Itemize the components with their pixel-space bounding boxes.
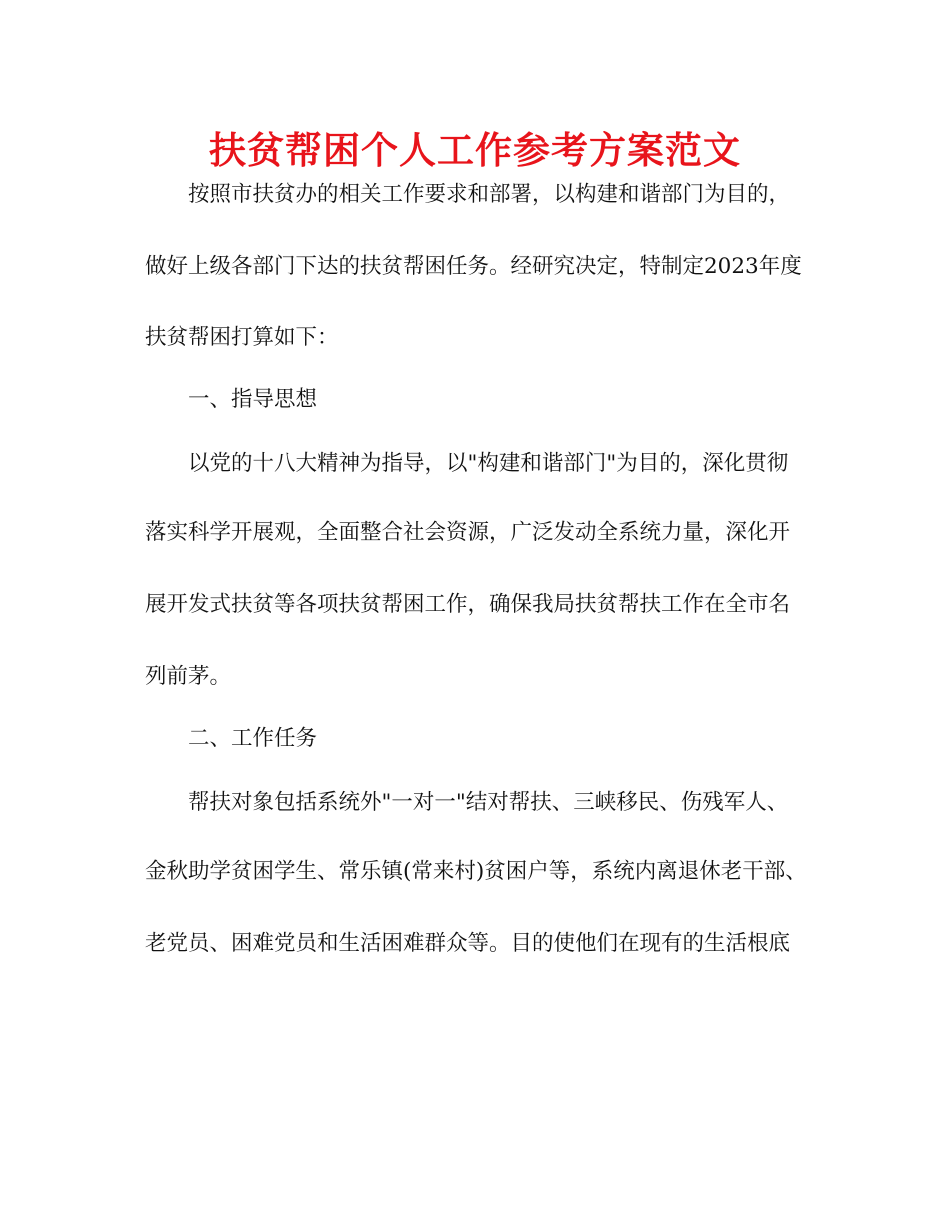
document-title: 扶贫帮困个人工作参考方案范文 <box>209 129 741 172</box>
paragraph-line: 帮扶对象包括系统外"一对一"结对帮扶、三峡移民、伤残军人、 <box>188 790 789 815</box>
section-heading: 二、工作任务 <box>188 726 318 751</box>
paragraph-line: 扶贫帮困打算如下： <box>145 325 339 350</box>
paragraph-line: 按照市扶贫办的相关工作要求和部署，以构建和谐部门为目的， <box>188 182 791 207</box>
paragraph-line: 老党员、困难党员和生活困难群众等。目的使他们在现有的生活根底 <box>145 931 791 956</box>
paragraph-line: 金秋助学贫困学生、常乐镇(常来村)贫困户等，系统内离退休老干部、 <box>145 859 807 884</box>
paragraph-line: 落实科学开展观，全面整合社会资源，广泛发动全系统力量，深化开 <box>145 520 791 545</box>
section-heading: 一、指导思想 <box>188 387 318 412</box>
paragraph-line: 以党的十八大精神为指导，以"构建和谐部门"为目的，深化贯彻 <box>188 451 789 476</box>
paragraph-line: 展开发式扶贫等各项扶贫帮困工作，确保我局扶贫帮扶工作在全市名 <box>145 592 791 617</box>
paragraph-line: 列前茅。 <box>145 664 232 689</box>
paragraph-line: 做好上级各部门下达的扶贫帮困任务。经研究决定，特制定2023年度 <box>145 254 802 279</box>
